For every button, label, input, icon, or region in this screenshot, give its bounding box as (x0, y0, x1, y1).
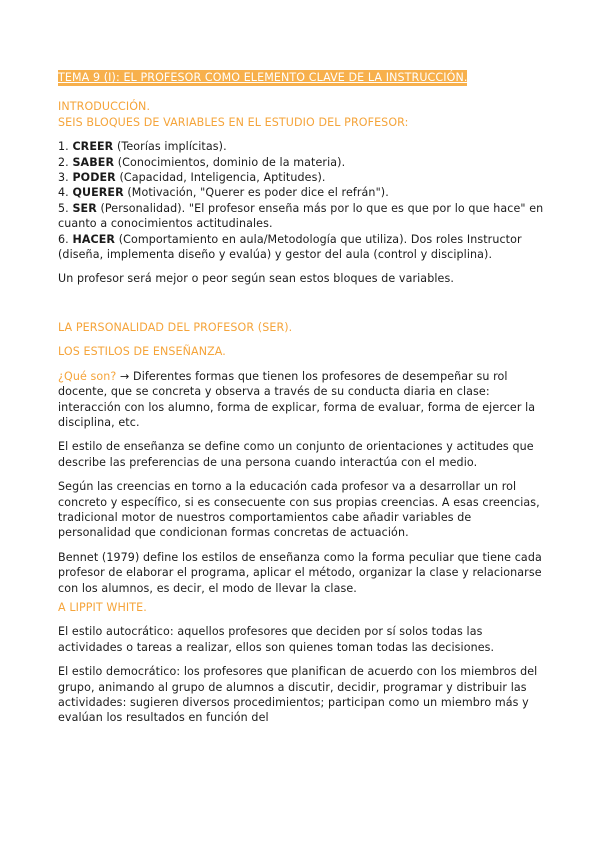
intro-heading: INTRODUCCIÓN. (58, 100, 151, 114)
list-item (58, 185, 548, 200)
list-item (58, 155, 548, 170)
item-text: (Motivación, "Querer es poder dice el refrán"). (123, 186, 389, 200)
intro-closing-paragraph: Un profesor será mejor o peor según sean estos bloques de variables. (58, 272, 454, 286)
variables-heading: SEIS BLOQUES DE VARIABLES EN EL ESTUDIO DEL PROFESOR: (58, 115, 409, 129)
question-lead: ¿Qué son? (58, 369, 117, 383)
item-term: PODER (72, 171, 116, 185)
item-term: SER (72, 201, 97, 215)
style-definition-paragraph: El estilo de enseñanza se define como un conjunto de orientaciones y actitudes que describe las preferencias de una persona cuando interactúa con el medio. (58, 440, 534, 469)
item-number: 4. (58, 186, 69, 200)
item-number: 2. (58, 155, 69, 169)
title-block (58, 70, 548, 85)
teaching-styles-heading: LOS ESTILOS DE ENSEÑANZA. (58, 345, 226, 359)
item-term: HACER (72, 232, 116, 246)
item-text: (Teorías implícitas). (113, 140, 227, 154)
item-number: 3. (58, 171, 69, 185)
document-page (58, 70, 548, 735)
beliefs-paragraph: Según las creencias en torno a la educación cada profesor va a desarrollar un rol concreto y específico, si es consecuente con sus propias creencias. A esas creencias, tradicional motor de nuestros comportamientos cabe añadir variables de personalidad que condicionan formas concretas de actuación. (58, 480, 540, 540)
definition-paragraph (58, 369, 548, 431)
section-spacer (58, 296, 548, 320)
item-text: (Conocimientos, dominio de la materia). (114, 155, 346, 169)
item-term: QUERER (72, 186, 124, 200)
item-text: (Personalidad). "El profesor enseña más por lo que es que por lo que hace" en cuanto a conocimientos actitudinales. (58, 201, 544, 231)
item-number: 6. (58, 232, 69, 246)
document-title: TEMA 9 (I): EL PROFESOR COMO ELEMENTO CLAVE DE LA INSTRUCCIÓN. (58, 71, 468, 84)
question-text: Diferentes formas que tienen los profesores de desempeñar su rol docente, que se concreta y observa a través de su conducta diaria en clase: interacción con los alumno, forma de explicar, forma de evaluar, forma de ejercer la disciplina, etc. (58, 369, 536, 429)
lippit-white-heading: A LIPPIT WHITE. (58, 600, 147, 614)
item-text: (Capacidad, Inteligencia, Aptitudes). (115, 171, 326, 185)
autocratic-paragraph: El estilo autocrático: aquellos profesores que deciden por sí solos todas las actividades o tareas a realizar, ellos son quienes toman todas las decisiones. (58, 625, 495, 654)
item-term: SABER (72, 155, 115, 169)
item-number: 5. (58, 201, 69, 215)
list-item (58, 232, 548, 263)
arrow-icon: → (116, 369, 134, 383)
list-item (58, 170, 548, 185)
item-number: 1. (58, 140, 69, 154)
democratic-paragraph: El estilo democrático: los profesores que planifican de acuerdo con los miembros del grupo, animando al grupo de alumnos a discutir, decidir, programar y distribuir las actividades: sugieren diversos procedimientos; participan como un miembro más y evalúan los resultados en función del (58, 665, 538, 725)
item-text: (Comportamiento en aula/Metodología que utiliza). Dos roles Instructor (diseña, implementa diseño y evalúa) y gestor del aula (control y disciplina). (58, 232, 522, 262)
personality-heading: LA PERSONALIDAD DEL PROFESOR (SER). (58, 320, 293, 334)
list-item (58, 201, 548, 232)
list-item (58, 139, 548, 154)
bennet-paragraph: Bennet (1979) define los estilos de enseñanza como la forma peculiar que tiene cada profesor de elaborar el programa, aplicar el método, organizar la clase y relacionarse con los alumnos, es decir, el modo de llevar la clase. (58, 550, 542, 595)
item-term: CREER (72, 140, 114, 154)
variables-list (58, 139, 548, 262)
